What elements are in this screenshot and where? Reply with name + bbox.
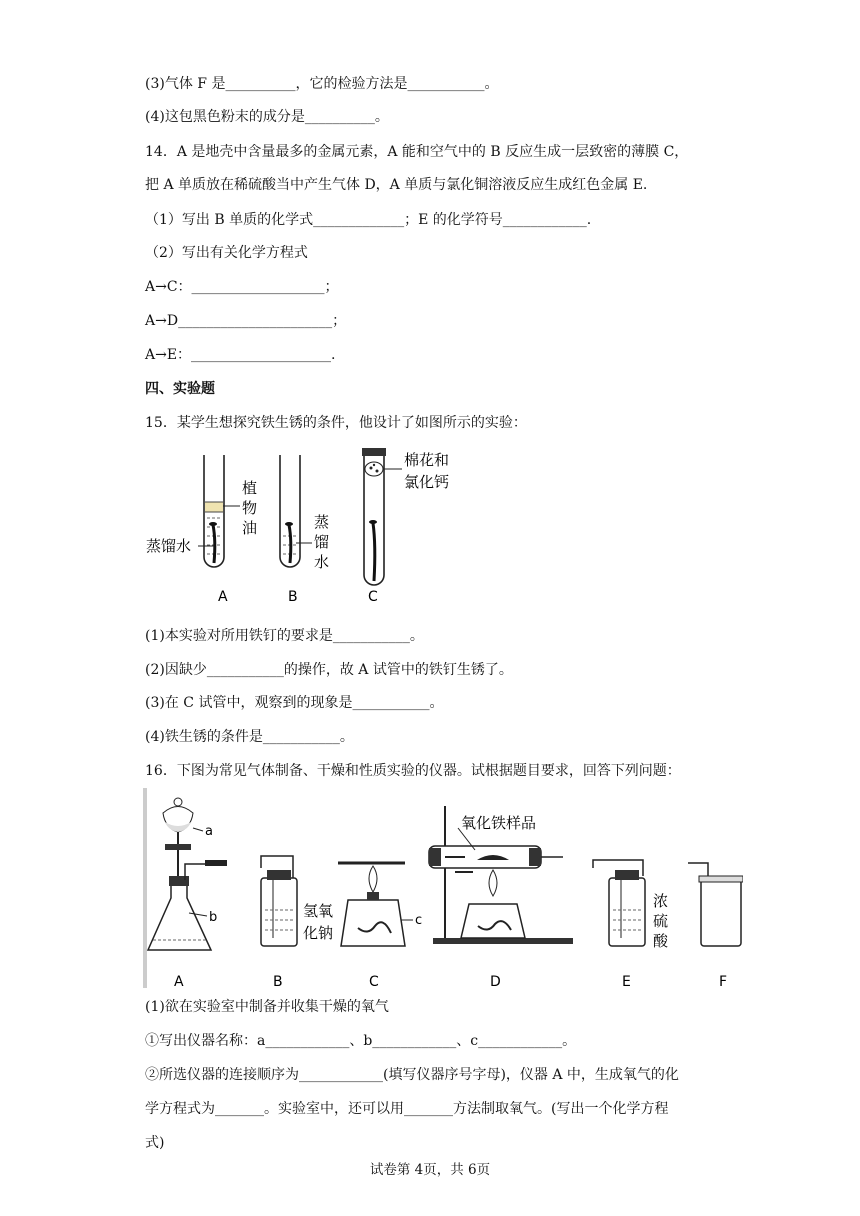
figure-rust-experiment xyxy=(140,445,480,615)
pointer-label-b: b xyxy=(209,910,218,925)
label-iron-oxide-sample: 氧化铁样品 xyxy=(461,814,537,832)
label-plant-oil-1: 植 xyxy=(242,479,258,497)
apparatus-e-wash-bottle xyxy=(593,860,645,946)
label-distilled-water-b-1: 蒸 xyxy=(314,513,330,531)
label-distilled-water-b-3: 水 xyxy=(314,553,330,571)
label-distilled-water-b-2: 馏 xyxy=(314,533,330,551)
q14-stem-line2: 把 A 单质放在稀硫酸当中产生气体 D，A 单质与氯化铜溶液反应生成红色金属 E. xyxy=(145,177,648,193)
label-naoh-1: 氢氧 xyxy=(303,902,334,920)
test-tube-b xyxy=(280,455,312,567)
device-label-d: D xyxy=(490,974,501,990)
label-plant-oil-2: 物 xyxy=(242,499,258,517)
device-label-b: B xyxy=(273,974,283,990)
q13-part3: (3)气体 F 是__________，它的检验方法是___________。 xyxy=(145,76,499,92)
pointer-label-c: c xyxy=(415,913,423,928)
q14-eq-ae: A→E：____________________. xyxy=(145,347,336,363)
q16-part1-sub2-cont: 学方程式为_______。实验室中，还可以用_______方法制取氧气。(写出一个化学方程 xyxy=(145,1101,669,1117)
label-cotton-cacl2-1: 棉花和 xyxy=(404,451,450,469)
device-label-e: E xyxy=(622,974,631,990)
q14-eq-ac: A→C：___________________； xyxy=(145,279,339,295)
test-tube-a xyxy=(198,455,240,567)
q14-part1: （1）写出 B 单质的化学式_____________；E 的化学符号____________. xyxy=(145,212,592,228)
label-conc-acid-2: 硫 xyxy=(653,912,669,930)
q13-part4: (4)这包黑色粉末的成分是__________。 xyxy=(145,109,389,125)
figure-gas-apparatus xyxy=(143,788,743,993)
q15-part4: (4)铁生锈的条件是___________。 xyxy=(145,729,354,745)
q16-part1-sub2-end: 式) xyxy=(145,1135,165,1151)
q14-part2: （2）写出有关化学方程式 xyxy=(145,245,308,261)
pointer-label-a: a xyxy=(205,824,213,839)
q16-part1-sub1: ①写出仪器名称：a____________、b____________、c____________。 xyxy=(145,1033,577,1049)
label-conc-acid-1: 浓 xyxy=(653,892,669,910)
q14-eq-ad: A→D______________________； xyxy=(145,313,347,329)
q14-stem-line1: 14．A 是地壳中含量最多的金属元素，A 能和空气中的 B 反应生成一层致密的薄膜 C， xyxy=(145,144,689,160)
q15-part3: (3)在 C 试管中，观察到的现象是___________。 xyxy=(145,695,444,711)
q15-part2: (2)因缺少___________的操作，故 A 试管中的铁钉生锈了。 xyxy=(145,662,513,678)
q15-part1: (1)本实验对所用铁钉的要求是___________。 xyxy=(145,628,424,644)
test-tube-c xyxy=(362,448,402,585)
label-cotton-cacl2-2: 氯化钙 xyxy=(404,473,450,491)
label-conc-acid-3: 酸 xyxy=(653,932,669,950)
tube-label-b: B xyxy=(288,589,298,605)
page-footer: 试卷第 4页，共 6页 xyxy=(369,1162,491,1178)
device-label-c: C xyxy=(369,974,379,990)
apparatus-b-wash-bottle xyxy=(261,856,297,946)
q16-part1-sub2: ②所选仪器的连接顺序为____________(填写仪器序号字母)，仪器 A 中，生成氧气的化 xyxy=(145,1067,679,1083)
apparatus-a-flask xyxy=(148,798,227,950)
label-distilled-water-a: 蒸馏水 xyxy=(146,537,192,555)
apparatus-f-gas-bottle xyxy=(688,863,743,946)
q15-stem: 15．某学生想探究铁生锈的条件，他设计了如图所示的实验： xyxy=(145,415,527,431)
label-plant-oil-3: 油 xyxy=(242,519,258,537)
q16-part1: (1)欲在实验室中制备并收集干燥的氧气 xyxy=(145,999,389,1015)
device-label-f: F xyxy=(719,974,728,990)
tube-label-c: C xyxy=(368,589,378,605)
label-naoh-2: 化钠 xyxy=(303,924,334,942)
tube-label-a: A xyxy=(218,589,228,605)
section-heading-experiment: 四、实验题 xyxy=(145,381,215,397)
q16-stem: 16．下图为常见气体制备、干燥和性质实验的仪器。试根据题目要求，回答下列问题： xyxy=(145,763,681,779)
device-label-a: A xyxy=(174,974,184,990)
apparatus-c-burner xyxy=(338,863,413,946)
